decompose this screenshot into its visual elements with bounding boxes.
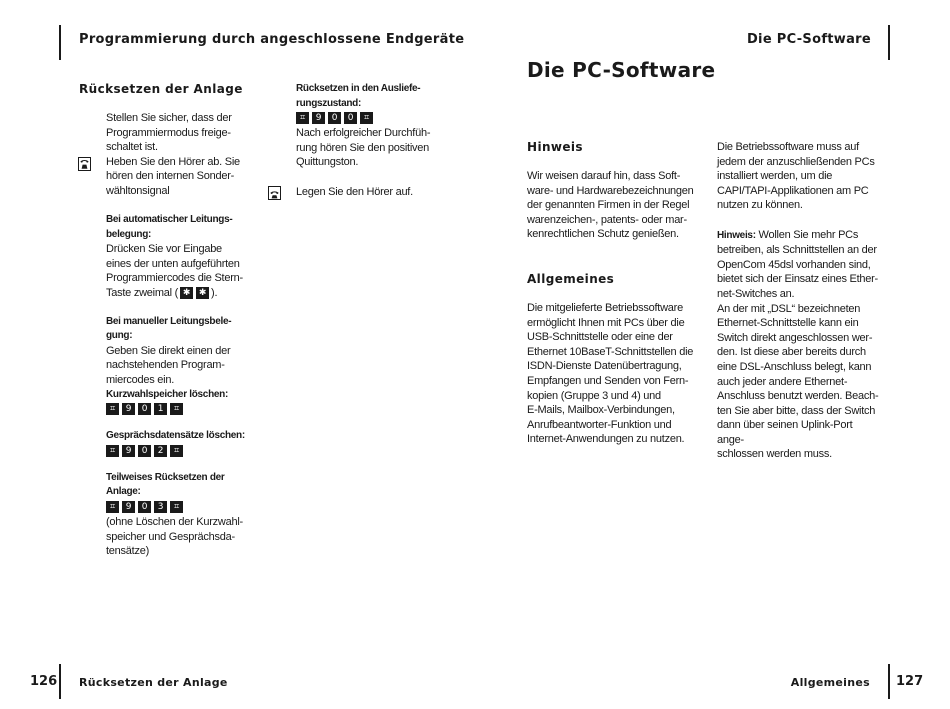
factory-reset-code <box>296 112 436 124</box>
star-key: ✱ <box>180 287 193 299</box>
allgemeines-text: Die mitgelieferte Betriebssoftware ermöglicht Ihnen mit PCs über die USB-Schnittstelle oder eine der Ethernet 10BaseT-Schnittstellen die ISDN-Dienste Datenübertragung, Empfangen und Senden von Fern- kopien (Gruppe 3 und 4) und E-Mails, Mailbox-Verbindungen, Anrufbeantworter-Funktion und Internet-Anwendungen zu nutzen. <box>527 302 694 446</box>
hash-key: ⌗ <box>360 112 373 124</box>
manual-line-text: Geben Sie direkt einen der nachstehenden Program- miercodes ein. <box>106 344 231 386</box>
partial-reset-code <box>106 501 246 513</box>
left-page-number: 126 <box>30 674 58 689</box>
left-column-1 <box>106 111 246 199</box>
digit-key: 9 <box>312 112 325 124</box>
digit-key: 0 <box>328 112 341 124</box>
hang-up-instruction: Legen Sie den Hörer auf. <box>296 185 413 198</box>
footer-rule-left <box>59 664 61 699</box>
right-column-2 <box>717 140 882 462</box>
digit-key: 0 <box>138 501 151 513</box>
hash-key: ⌗ <box>106 403 119 415</box>
footer-rule-right <box>888 664 890 699</box>
software-install-text: Die Betriebssoftware muss auf jedem der anzuschließenden PCs installiert werden, um die CAPI/TAPI-Applikationen am PC nutzen zu können. <box>717 141 875 212</box>
hash-key: ⌗ <box>106 445 119 457</box>
hash-key: ⌗ <box>106 501 119 513</box>
phone-offhook-icon <box>78 157 91 171</box>
chapter-title: Die PC-Software <box>527 58 716 82</box>
hinweis-text: Wir weisen darauf hin, dass Soft- ware- und Hardwarebezeichnungen der genannten Firmen in der Regel warenzeichen-, patents- oder mar- kenrechtlichen Schutz genießen. <box>527 170 694 241</box>
left-footer-label: Rücksetzen der Anlage <box>79 676 228 689</box>
digit-key: 9 <box>122 445 135 457</box>
hash-key: ⌗ <box>296 112 309 124</box>
instruction-programming-mode: Stellen Sie sicher, dass der Programmiermodus freige- schaltet ist. <box>106 112 232 154</box>
call-records-clear-code <box>106 445 246 457</box>
hinweis-heading: Hinweis <box>527 140 583 154</box>
digit-key: 9 <box>122 501 135 513</box>
digit-key: 1 <box>154 403 167 415</box>
left-column-1-lower <box>106 213 246 559</box>
digit-key: 0 <box>138 403 151 415</box>
section-title-reset: Rücksetzen der Anlage <box>79 82 243 96</box>
allgemeines-heading: Allgemeines <box>527 272 615 286</box>
factory-reset-heading: Rücksetzen in den Ausliefe- rungszustand: <box>296 83 421 109</box>
manual-line-heading: Bei manueller Leitungsbele- gung: <box>106 315 232 342</box>
right-footer-label: Allgemeines <box>790 676 870 689</box>
digit-key: 9 <box>122 403 135 415</box>
hash-key: ⌗ <box>170 501 183 513</box>
star-key-sequence <box>180 287 209 299</box>
speed-dial-clear-code <box>106 403 246 415</box>
note-label: Hinweis: <box>717 229 756 241</box>
instruction-lift-handset: Heben Sie den Hörer ab. Sie hören den internen Sonder- wähltonsignal <box>106 155 246 199</box>
hash-key: ⌗ <box>170 445 183 457</box>
header-rule-right <box>888 25 890 60</box>
digit-key: 0 <box>138 445 151 457</box>
digit-key: 2 <box>154 445 167 457</box>
phone-onhook-icon <box>268 186 281 200</box>
header-rule-left <box>59 25 61 60</box>
partial-reset-note: (ohne Löschen der Kurzwahl- speicher und Gesprächsda- tensätze) <box>106 515 243 558</box>
auto-line-heading: Bei automatischer Leitungs- belegung: <box>106 214 233 240</box>
factory-reset-text: Nach erfolgreicher Durchfüh- rung hören Sie den positiven Quittungston. <box>296 127 431 169</box>
switch-note: Hinweis: Wollen Sie mehr PCs betreiben, als Schnittstellen an der OpenCom 45dsl vorhanden sind, bietet sich der Einsatz eines Ether- net-Switches an. An der mit „DSL“ bezeichneten Ethernet-Schnittstelle kann ein Switch direkt angeschlossen wer- den. Ist diese aber bereits durch eine DSL-Anschluss belegt, kann auch jeder andere Ethernet- Anschluss benutzt werden. Beach- ten Sie aber bitte, dass der Switch dann über seinen Uplink-Port ange- schlossen werden muss. <box>717 228 879 461</box>
auto-line-text: Drücken Sie vor Eingabe eines der unten aufgeführten Programmiercodes die Stern- Taste zweimal ( ✱ ✱ ). <box>106 243 243 299</box>
speed-dial-clear-heading: Kurzwahlspeicher löschen: <box>106 388 228 400</box>
right-page-number: 127 <box>896 674 924 689</box>
digit-key: 0 <box>344 112 357 124</box>
left-running-header: Programmierung durch angeschlossene Endgeräte <box>79 32 465 47</box>
call-records-clear-heading: Gesprächsdatensätze löschen: <box>106 430 245 442</box>
star-key: ✱ <box>196 287 209 299</box>
hash-key: ⌗ <box>170 403 183 415</box>
right-running-header: Die PC-Software <box>746 32 871 47</box>
left-column-2 <box>296 82 436 199</box>
partial-reset-heading: Teilweises Rücksetzen der Anlage: <box>106 471 225 498</box>
digit-key: 3 <box>154 501 167 513</box>
dial-tone-line: wähltonsignal <box>106 184 170 197</box>
